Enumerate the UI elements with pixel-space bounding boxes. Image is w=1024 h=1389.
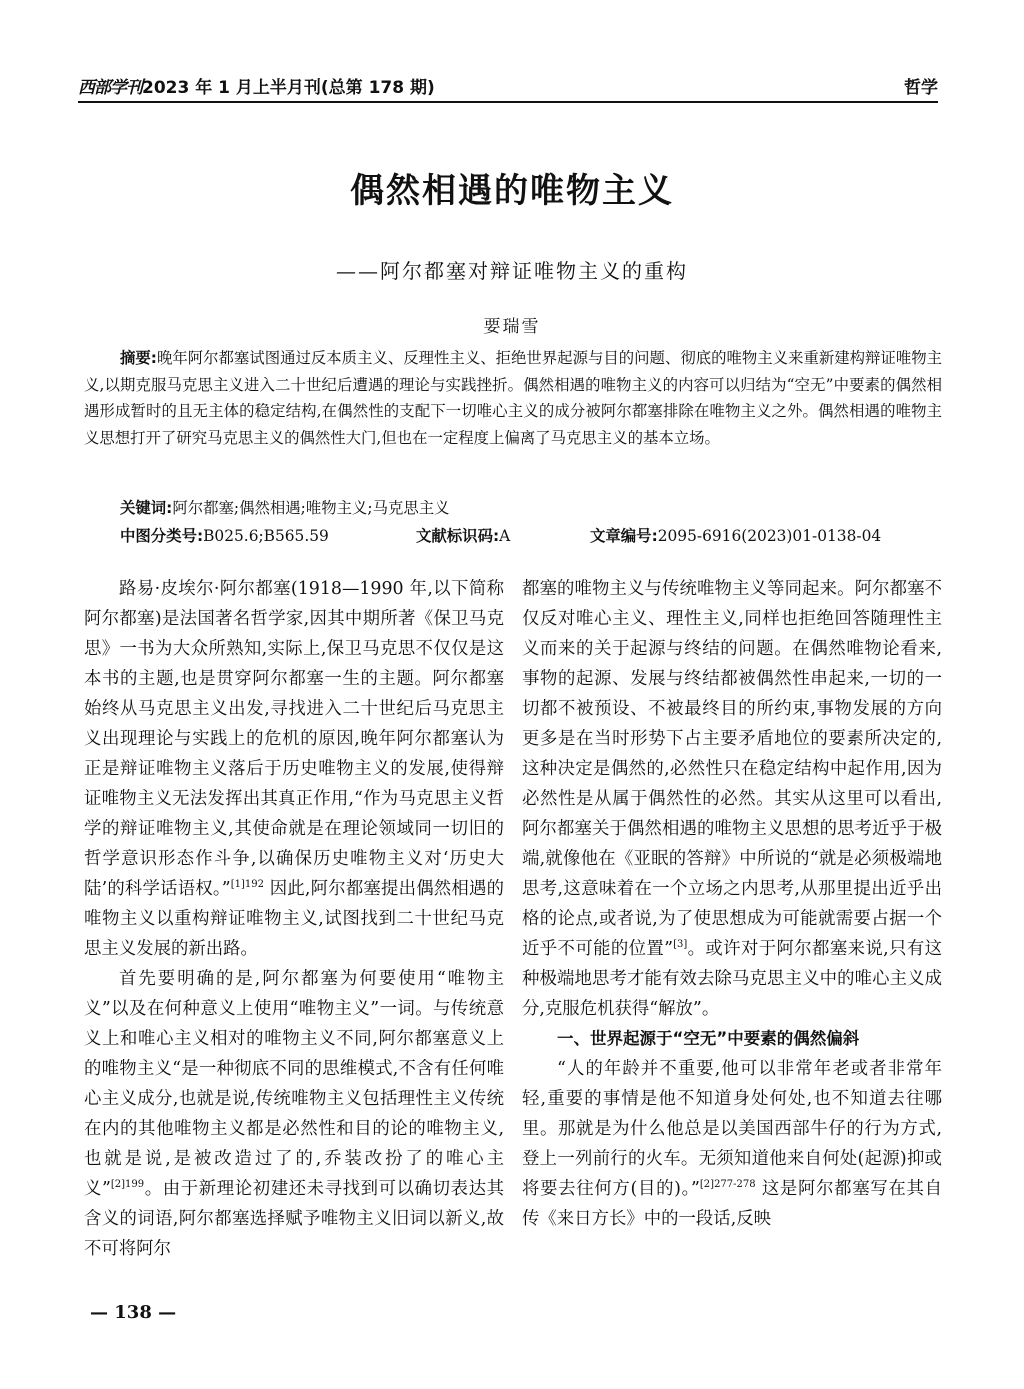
article-subtitle: ——阿尔都塞对辩证唯物主义的重构 bbox=[336, 259, 688, 283]
clc-value: B025.6;B565.59 bbox=[203, 527, 329, 545]
paragraph bbox=[84, 574, 504, 964]
article-title: 偶然相遇的唯物主义 bbox=[350, 171, 674, 211]
paragraph-text: 首先要明确的是,阿尔都塞为何要使用“唯物主义”以及在何种意义上使用“唯物主义”一词。与传统意义上和唯心主义相对的唯物主义不同,阿尔都塞意义上的唯物主义“是一种彻底不同的思维模式,不含有任何唯心主义成分,也就是说,传统唯物主义包括理性主义传统在内的其他唯物主义都是必然性和目的论的唯物主义,也就是说,是被改造过了的,乔装改扮了的唯心主义” bbox=[84, 969, 504, 1199]
paragraph-text: 因此,阿尔都塞提出偶然相遇的唯物主义以重构辩证唯物主义,试图找到二十世纪马克思主义发展的新出路。 bbox=[84, 879, 504, 959]
paragraph-text: 路易·皮埃尔·阿尔都塞(1918—1990 年,以下简称阿尔都塞)是法国著名哲学家,因其中期所著《保卫马克思》一书为大众所熟知,实际上,保卫马克思不仅仅是这本书的主题,也是贯穿阿尔都塞一生的主题。阿尔都塞始终从马克思主义出发,寻找进入二十世纪后马克思主义出现理论与实践上的危机的原因,晚年阿尔都塞认为正是辩证唯物主义落后于历史唯物主义的发展,使得辩证唯物主义无法发挥出其真正作用,“作为马克思主义哲学的辩证唯物主义,其使命就是在理论领域同一切旧的哲学意识形态作斗争,以确保历史唯物主义对‘历史大陆’的科学话语权。” bbox=[84, 579, 504, 899]
keywords bbox=[120, 495, 450, 521]
article-value: 2095-6916(2023)01-0138-04 bbox=[657, 527, 882, 545]
paragraph bbox=[84, 964, 504, 1264]
paragraph-text: 。或许对于阿尔都塞来说,只有这种极端地思考才能有效去除马克思主义中的唯心主义成分,克服危机获得“解放”。 bbox=[522, 939, 942, 1019]
article-label: 文章编号: bbox=[590, 527, 658, 545]
keywords-text: 阿尔都塞;偶然相遇;唯物主义;马克思主义 bbox=[172, 499, 450, 517]
article-number bbox=[590, 523, 881, 549]
journal-logo: 西部学刊 bbox=[78, 78, 142, 98]
citation: [2]277-278 bbox=[699, 1179, 756, 1191]
clc-label: 中图分类号: bbox=[120, 527, 204, 545]
header-rule bbox=[78, 101, 938, 103]
paragraph-text: 。由于新理论初建还未寻找到可以确切表达其含义的词语,阿尔都塞选择赋予唯物主义旧词以新义,故不可将阿尔 bbox=[84, 1179, 504, 1259]
doc-code bbox=[416, 523, 590, 549]
section-heading: 一、世界起源于“空无”中要素的偶然偏斜 bbox=[557, 1029, 860, 1048]
doc-label: 文献标识码: bbox=[416, 527, 500, 545]
author-name: 要瑞雪 bbox=[483, 317, 541, 337]
header-left bbox=[78, 73, 435, 98]
citation: [2]199 bbox=[110, 1179, 145, 1191]
clc-code bbox=[120, 523, 416, 549]
issue-info: 2023 年 1 月上半月刊(总第 178 期) bbox=[142, 78, 435, 98]
abstract bbox=[84, 345, 942, 451]
paragraph bbox=[522, 574, 942, 1024]
doc-value: A bbox=[499, 527, 511, 545]
classification-line bbox=[120, 523, 940, 549]
abstract-label: 摘要: bbox=[120, 349, 157, 367]
running-header bbox=[78, 72, 938, 98]
paragraph bbox=[522, 1054, 942, 1234]
citation: [1]192 bbox=[230, 879, 264, 891]
page-number: — 138 — bbox=[90, 1302, 177, 1323]
paragraph-text: 这是阿尔都塞写在其自传《来日方长》中的一段话,反映 bbox=[522, 1179, 942, 1229]
body-column-right bbox=[522, 574, 942, 1234]
keywords-label: 关键词: bbox=[120, 499, 173, 517]
paragraph-text: “人的年龄并不重要,他可以非常年老或者非常年轻,重要的事情是他不知道身处何处,也不知道去往哪里。那就是为什么他总是以美国西部牛仔的行为方式,登上一列前行的火车。无须知道他来自何处(起源)抑或将要去往何方(目的)。” bbox=[522, 1059, 942, 1199]
abstract-text: 晚年阿尔都塞试图通过反本质主义、反理性主义、拒绝世界起源与目的问题、彻底的唯物主义来重新建构辩证唯物主义,以期克服马克思主义进入二十世纪后遭遇的理论与实践挫折。偶然相遇的唯物主义的内容可以归结为“空无”中要素的偶然相遇形成暂时的且无主体的稳定结构,在偶然性的支配下一切唯心主义的成分被阿尔都塞排除在唯物主义之外。偶然相遇的唯物主义思想打开了研究马克思主义的偶然性大门,但也在一定程度上偏离了马克思主义的基本立场。 bbox=[84, 349, 942, 447]
section-name: 哲学 bbox=[904, 78, 938, 98]
body-column-left bbox=[84, 574, 504, 1264]
citation: [3] bbox=[673, 939, 688, 951]
paragraph-text: 都塞的唯物主义与传统唯物主义等同起来。阿尔都塞不仅反对唯心主义、理性主义,同样也拒绝回答随理性主义而来的关于起源与终结的问题。在偶然唯物论看来,事物的起源、发展与终结都被偶然性串起来,一切的一切都不被预设、不被最终目的所约束,事物发展的方向更多是在当时形势下占主要矛盾地位的要素所决定的,这种决定是偶然的,必然性只在稳定结构中起作用,因为必然性是从属于偶然性的必然。其实从这里可以看出,阿尔都塞关于偶然相遇的唯物主义思想的思考近乎于极端,就像他在《亚眠的答辩》中所说的“就是必须极端地思考,这意味着在一个立场之内思考,从那里提出近乎出格的论点,或者说,为了使思想成为可能就需要占据一个近乎不可能的位置” bbox=[522, 579, 942, 959]
